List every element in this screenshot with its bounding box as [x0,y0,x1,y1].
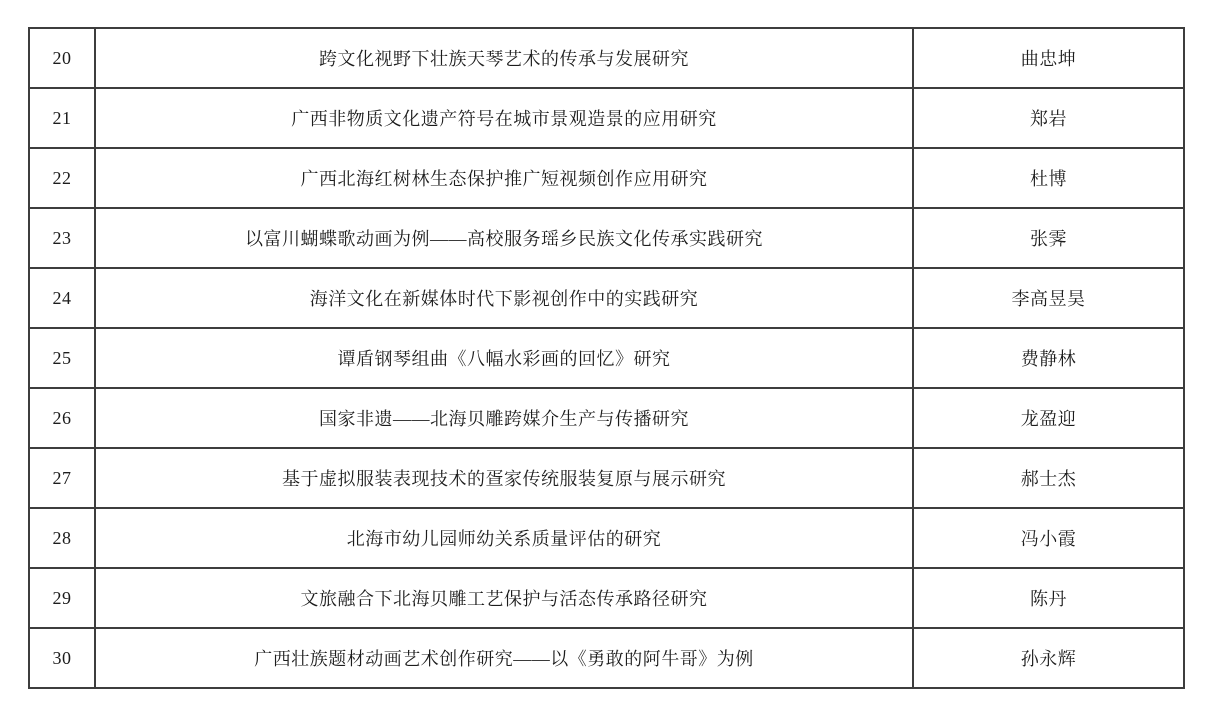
project-title-cell: 谭盾钢琴组曲《八幅水彩画的回忆》研究 [95,328,913,388]
author-name-cell: 郑岩 [913,88,1184,148]
author-name-cell: 冯小霞 [913,508,1184,568]
row-number-cell: 24 [29,268,95,328]
table-row [29,388,1184,448]
table-row [29,508,1184,568]
row-number-cell: 29 [29,568,95,628]
row-number-cell: 27 [29,448,95,508]
row-number-cell: 30 [29,628,95,688]
research-projects-table [28,27,1185,689]
author-name-cell: 李高昱昊 [913,268,1184,328]
author-name-cell: 郝士杰 [913,448,1184,508]
project-title-cell: 广西壮族题材动画艺术创作研究——以《勇敢的阿牛哥》为例 [95,628,913,688]
author-name-cell: 杜博 [913,148,1184,208]
project-title-cell: 文旅融合下北海贝雕工艺保护与活态传承路径研究 [95,568,913,628]
row-number-cell: 28 [29,508,95,568]
table-row [29,88,1184,148]
author-name-cell: 龙盈迎 [913,388,1184,448]
project-title-cell: 跨文化视野下壮族天琴艺术的传承与发展研究 [95,28,913,88]
author-name-cell: 孙永辉 [913,628,1184,688]
row-number-cell: 26 [29,388,95,448]
table-row [29,148,1184,208]
project-title-cell: 北海市幼儿园师幼关系质量评估的研究 [95,508,913,568]
table-row [29,28,1184,88]
table-row [29,628,1184,688]
author-name-cell: 费静林 [913,328,1184,388]
row-number-cell: 22 [29,148,95,208]
project-title-cell: 国家非遗——北海贝雕跨媒介生产与传播研究 [95,388,913,448]
table-row [29,268,1184,328]
project-title-cell: 以富川蝴蝶歌动画为例——高校服务瑶乡民族文化传承实践研究 [95,208,913,268]
row-number-cell: 20 [29,28,95,88]
table-row [29,208,1184,268]
project-title-cell: 广西非物质文化遗产符号在城市景观造景的应用研究 [95,88,913,148]
table-body [29,28,1184,688]
author-name-cell: 张霁 [913,208,1184,268]
row-number-cell: 25 [29,328,95,388]
project-title-cell: 海洋文化在新媒体时代下影视创作中的实践研究 [95,268,913,328]
table-row [29,448,1184,508]
author-name-cell: 曲忠坤 [913,28,1184,88]
table-row [29,568,1184,628]
project-title-cell: 广西北海红树林生态保护推广短视频创作应用研究 [95,148,913,208]
row-number-cell: 23 [29,208,95,268]
project-title-cell: 基于虚拟服装表现技术的疍家传统服装复原与展示研究 [95,448,913,508]
author-name-cell: 陈丹 [913,568,1184,628]
row-number-cell: 21 [29,88,95,148]
table-row [29,328,1184,388]
